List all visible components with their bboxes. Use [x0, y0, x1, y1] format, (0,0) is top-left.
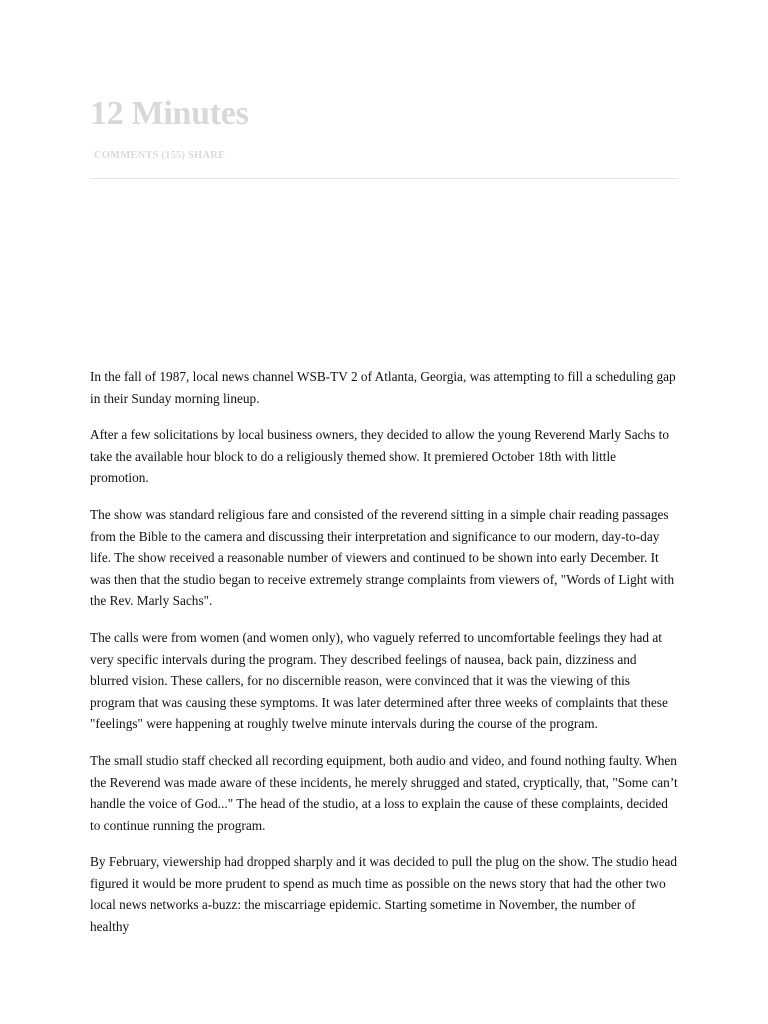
article-paragraph-6: By February, viewership had dropped sharply and it was decided to pull the plug on the show. The studio head figured it would be more prudent to spend as much time as possible on the news story that had the other two local news networks a-buzz: the miscarriage epidemic. Starting sometime in November, the number of healthy	[90, 854, 678, 935]
comments-link[interactable]: COMMENTS (155)	[94, 150, 186, 161]
article-meta-bar	[94, 150, 225, 161]
article-paragraph-1: In the fall of 1987, local news channel WSB-TV 2 of Atlanta, Georgia, was attempting to fill a scheduling gap in their Sunday morning lineup.	[90, 369, 676, 406]
share-link[interactable]: SHARE	[188, 150, 226, 161]
article-paragraph-3: The show was standard religious fare and consisted of the reverend sitting in a simple chair reading passages from the Bible to the camera and discussing their interpretation and significance to our modern, day-to-day life. The show received a reasonable number of viewers and continued to be shown into early December. It was then that the studio began to receive extremely strange complaints from viewers of, "Words of Light with the Rev. Marly Sachs".	[90, 506, 675, 609]
article-paragraph-2: After a few solicitations by local business owners, they decided to allow the young Reverend Marly Sachs to take the available hour block to do a religiously themed show. It premiered October 18th with little promotion.	[90, 427, 670, 486]
article-paragraph-4: The calls were from women (and women only), who vaguely referred to uncomfortable feelings they had at very specific intervals during the program. They described feelings of nausea, back pain, dizziness and blurred vision. These callers, for no discernible reason, were convinced that it was the viewing of this program that was causing these symptoms. It was later determined after three weeks of complaints that these "feelings" were happening at roughly twelve minute intervals during the course of the program.	[90, 629, 668, 732]
article-body	[90, 366, 678, 953]
page-title: 12 Minutes	[90, 95, 249, 132]
header-divider	[90, 178, 678, 179]
article-paragraph-5: The small studio staff checked all recording equipment, both audio and video, and found nothing faulty. When the Reverend was made aware of these incidents, he merely shrugged and stated, cryptically, that, "Some can’t handle the voice of God..." The head of the studio, at a loss to explain the cause of these complaints, decided to continue running the program.	[90, 752, 678, 833]
